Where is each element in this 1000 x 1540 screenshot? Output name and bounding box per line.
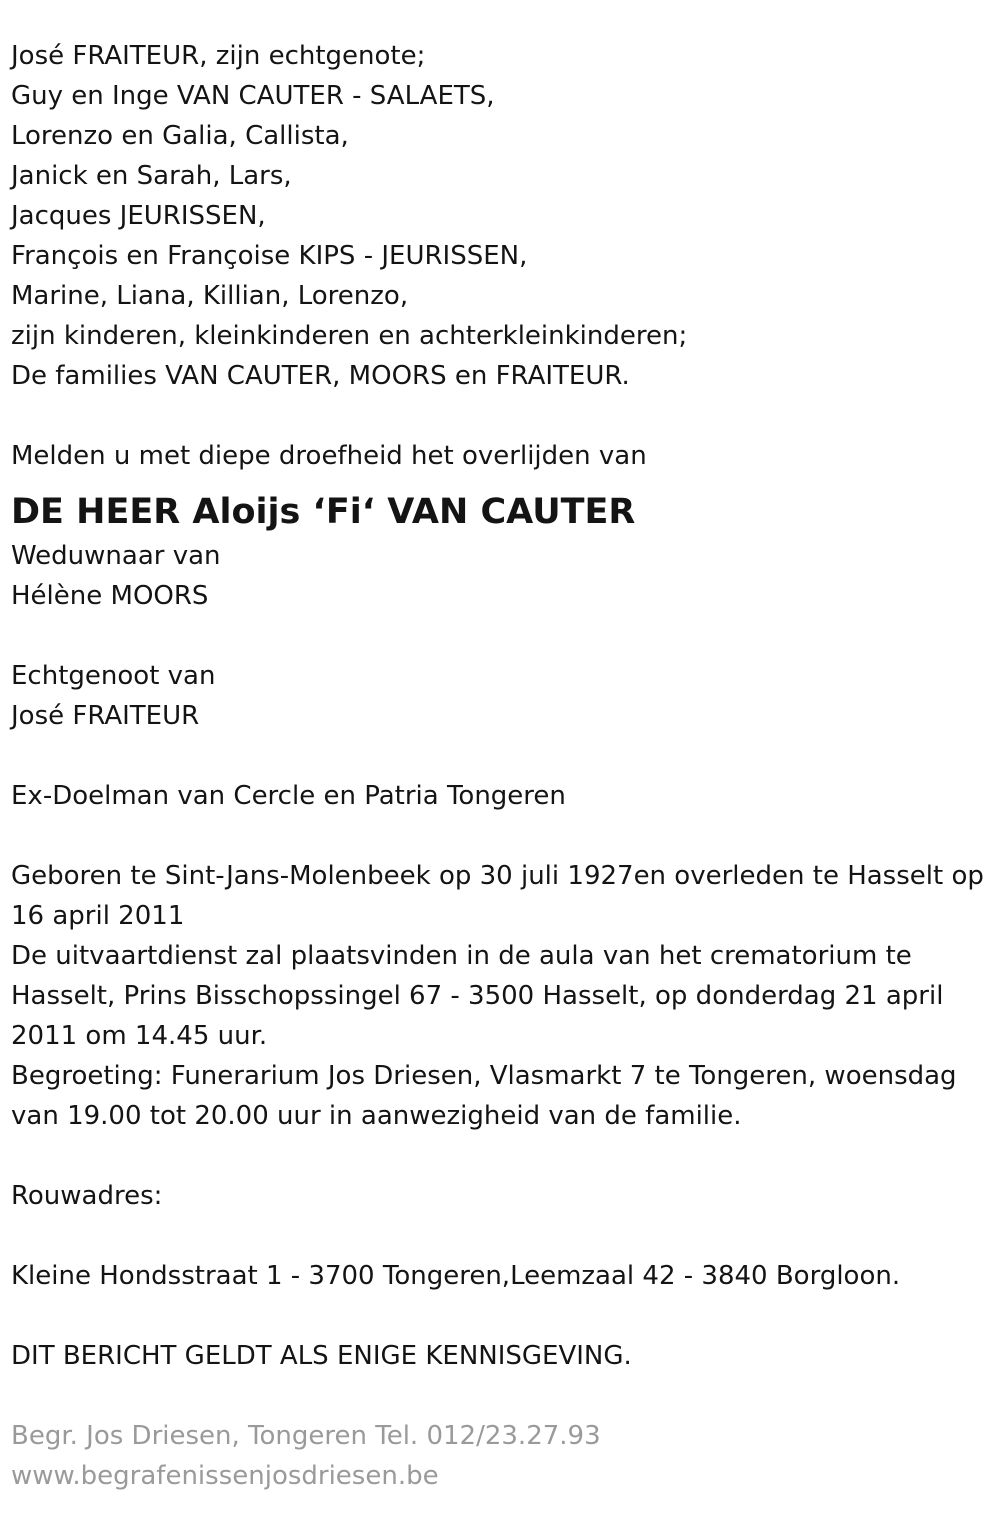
family-line: François en Françoise KIPS - JEURISSEN,: [11, 241, 528, 271]
spouse-name: José FRAITEUR: [11, 701, 200, 731]
undertaker-contact: Begr. Jos Driesen, Tongeren Tel. 012/23.27.93: [11, 1421, 601, 1451]
widower-name: Hélène MOORS: [11, 581, 209, 611]
family-list: [11, 36, 986, 396]
announcement-text: Melden u met diepe droefheid het overlijden van: [11, 441, 647, 471]
footer: [11, 1416, 986, 1496]
website-link[interactable]: www.begrafenissenjosdriesen.be: [11, 1461, 439, 1491]
family-line: De families VAN CAUTER, MOORS en FRAITEUR.: [11, 361, 630, 391]
spouse-label: Echtgenoot van: [11, 661, 216, 691]
family-line: José FRAITEUR, zijn echtgenote;: [11, 41, 426, 71]
family-line: Lorenzo en Galia, Callista,: [11, 121, 349, 151]
death-notice: [11, 36, 986, 1496]
family-line: Guy en Inge VAN CAUTER - SALAETS,: [11, 81, 495, 111]
role-text: Ex-Doelman van Cercle en Patria Tongeren: [11, 781, 566, 811]
funeral-text: De uitvaartdienst zal plaatsvinden in de aula van het crematorium te Hasselt, Prins Bisschopssingel 67 - 3500 Hasselt, op donderdag 21 april 2011 om 14.45 uur.: [11, 941, 944, 1051]
widower-label: Weduwnaar van: [11, 541, 221, 571]
notice-text: DIT BERICHT GELDT ALS ENIGE KENNISGEVING.: [11, 1341, 632, 1371]
family-line: zijn kinderen, kleinkinderen en achterkleinkinderen;: [11, 321, 688, 351]
mourning-address-label: Rouwadres:: [11, 1181, 163, 1211]
family-line: Janick en Sarah, Lars,: [11, 161, 292, 191]
family-line: Marine, Liana, Killian, Lorenzo,: [11, 281, 409, 311]
family-line: Jacques JEURISSEN,: [11, 201, 266, 231]
mourning-address: Kleine Hondsstraat 1 - 3700 Tongeren,Leemzaal 42 - 3840 Borgloon.: [11, 1261, 901, 1291]
birth-death-text: Geboren te Sint-Jans-Molenbeek op 30 juli 1927en overleden te Hasselt op 16 april 2011: [11, 861, 984, 931]
greeting-text: Begroeting: Funerarium Jos Driesen, Vlasmarkt 7 te Tongeren, woensdag van 19.00 tot 20.00 uur in aanwezigheid van de familie.: [11, 1061, 957, 1131]
deceased-name-heading: DE HEER Aloijs ‘Fi‘ VAN CAUTER: [11, 492, 636, 532]
